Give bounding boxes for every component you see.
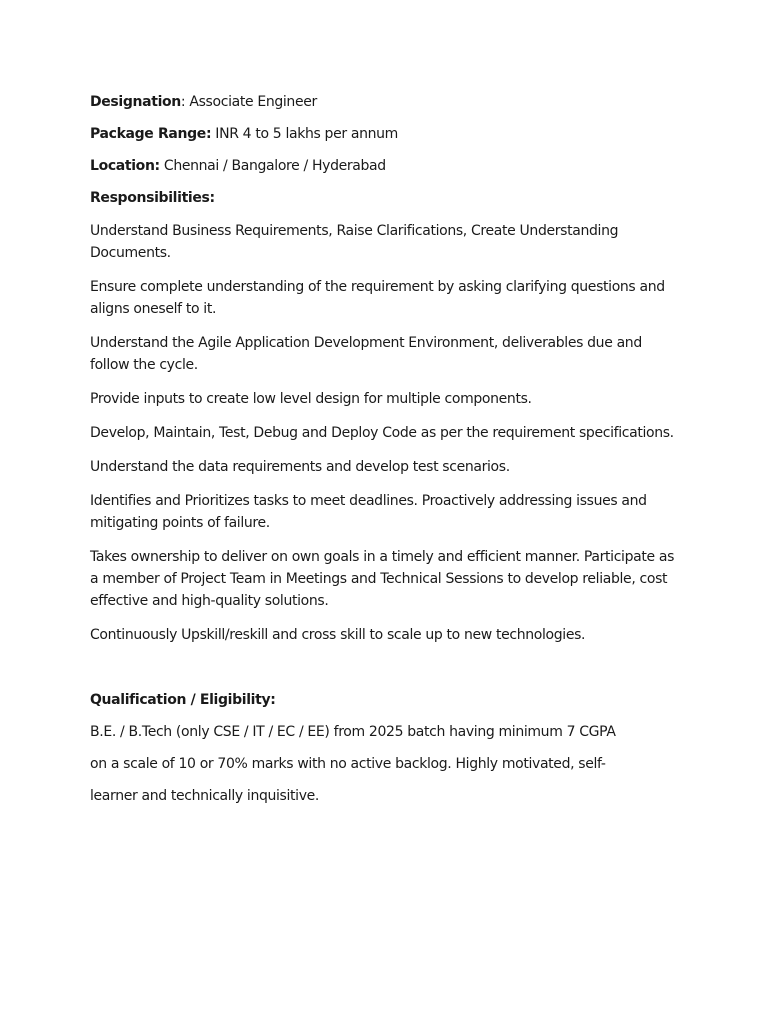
- job-description-document: [90, 92, 690, 818]
- qualification-line: on a scale of 10 or 70% marks with no active backlog. Highly motivated, self-: [90, 756, 606, 772]
- responsibility-item: Takes ownership to deliver on own goals in a timely and efficient manner. Participate as a member of Project Team in Meetings and Technical Sessions to develop reliable, cost effective and high-quality solutions.: [90, 549, 675, 609]
- designation-value: : Associate Engineer: [180, 94, 317, 110]
- package-range-label: Package Range:: [90, 126, 212, 142]
- responsibility-item: Develop, Maintain, Test, Debug and Deploy Code as per the requirement specifications.: [90, 425, 674, 441]
- designation-label: Designation: [90, 94, 181, 110]
- responsibility-item: Understand the Agile Application Development Environment, deliverables due and follow the cycle.: [90, 335, 642, 373]
- location-row: [90, 156, 690, 176]
- responsibility-item: Understand the data requirements and develop test scenarios.: [90, 459, 510, 475]
- location-value: Chennai / Bangalore / Hyderabad: [159, 158, 386, 174]
- location-label: Location:: [90, 158, 160, 174]
- responsibility-item: Understand Business Requirements, Raise Clarifications, Create Understanding Documents.: [90, 223, 619, 261]
- responsibility-item: Continuously Upskill/reskill and cross skill to scale up to new technologies.: [90, 627, 586, 643]
- qualification-block: [90, 722, 690, 806]
- qualification-heading: Qualification / Eligibility:: [90, 692, 276, 708]
- responsibilities-heading: Responsibilities:: [90, 190, 215, 206]
- responsibilities-list: [90, 220, 690, 646]
- package-range-value: INR 4 to 5 lakhs per annum: [211, 126, 398, 142]
- qualification-line: learner and technically inquisitive.: [90, 788, 320, 804]
- qualification-line: B.E. / B.Tech (only CSE / IT / EC / EE) from 2025 batch having minimum 7 CGPA: [90, 724, 616, 740]
- responsibility-item: Identifies and Prioritizes tasks to meet deadlines. Proactively addressing issues and mitigating points of failure.: [90, 493, 647, 531]
- responsibility-item: Ensure complete understanding of the requirement by asking clarifying questions and aligns oneself to it.: [90, 279, 665, 317]
- section-spacer: [90, 658, 690, 690]
- package-range-row: [90, 124, 690, 144]
- designation-row: [90, 92, 690, 112]
- responsibility-item: Provide inputs to create low level design for multiple components.: [90, 391, 532, 407]
